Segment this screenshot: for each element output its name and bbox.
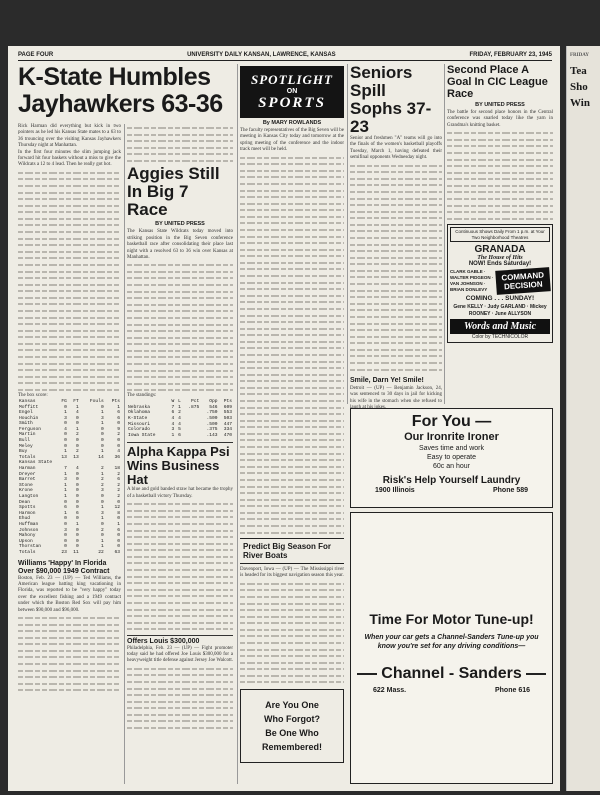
box-row-cell: 1 [100, 471, 104, 477]
box-row-cell: 3 [100, 415, 104, 421]
box-total-row-cell: 14 [98, 454, 104, 460]
box-row-cell: 0 [64, 404, 67, 410]
channel-sanders-phone: Phone 616 [494, 687, 530, 694]
smile-text: Detroit — (UP) — Benjamin Jackson, 24, was sentenced to 30 days in jail for kicking his wife in the stomach when she refused to [350, 385, 442, 404]
box-row-cell: Langton [19, 494, 39, 499]
box-row-cell: 0 [76, 443, 79, 449]
box-row-cell: 0 [100, 533, 104, 539]
box-row-cell: 3 [64, 415, 67, 421]
box-row-cell: Johnson [19, 527, 39, 533]
river-lede: Davenport, Iowa — (UP) — The Mississippi river is headed for its biggest navigation season this year. [240, 566, 344, 579]
box-row-cell: 0 [76, 494, 79, 499]
box-row-cell: 4 [64, 426, 67, 432]
standings-row-cell: 447 [223, 421, 232, 427]
standings-row-cell: Missouri [128, 421, 151, 427]
standings-row-cell: .500 [206, 421, 218, 427]
box-row-cell: 0 [100, 426, 104, 432]
ironer-ad-line2: Our Ironrite Ironer [404, 431, 499, 443]
box-row-cell: Mahony [19, 533, 36, 539]
box-row-cell: 0 [76, 499, 79, 505]
box-row-cell: 1 [117, 404, 120, 410]
box-total-row-cell: 63 [114, 549, 120, 555]
box-row-cell: 1 [64, 482, 67, 488]
spotlight-word: SPOTLIGHT [251, 72, 333, 87]
box-row-cell: 0 [64, 544, 67, 550]
box-row-cell: 0 [76, 505, 79, 511]
smile-headline: Smile, Darn Ye! Smile! [350, 376, 424, 384]
granada-theater-ad [447, 224, 553, 343]
box-row-cell: 0 [100, 438, 104, 444]
folio-left: PAGE FOUR [18, 52, 54, 58]
aggies-lede: The Kansas State Wildcats today moved into striking position in the Big Seven conference basketball race after consolidating their place last night with a resolved 63 to 36 win over Kansas at Manhattan. [127, 229, 233, 260]
box-row-cell: Harman [19, 466, 36, 472]
standings-row-cell: .375 [206, 427, 218, 433]
cic-lede: The battle for second place honors in the Central conference was snarled today like the yarn in Grandma's knitting basket. [447, 110, 553, 128]
sports-word: SPORTS [258, 95, 326, 111]
adjacent-headline-word-1: Tea [570, 65, 587, 77]
theater-tagline: The House of Hits [477, 255, 523, 262]
box-row-cell: 18 [114, 466, 120, 472]
akp-lede: A blue and gold banded straw hat became the trophy of a basketball victory Thursday. [127, 487, 233, 499]
column-5 [447, 64, 553, 404]
page-folio [18, 52, 552, 61]
remember-ad [240, 689, 344, 763]
lead-story-p2: In the first four minutes the slim jumping jack forward hit four baskets without a miss to give the Wildcats a 12 to 4 lead. Then he really got hot. [18, 149, 121, 168]
standings-row-cell: 7 [171, 404, 175, 410]
column-4 [350, 64, 442, 404]
box-row-cell: 0 [117, 544, 120, 550]
box-row-cell: Barret [19, 477, 36, 483]
coming-title: Words and Music [450, 319, 550, 334]
box-row-cell: 0 [100, 432, 104, 438]
box-row-cell: 0 [76, 421, 79, 427]
box-row-cell: 2 [117, 482, 120, 488]
box-row-cell: Smith [19, 421, 33, 427]
box-row-cell: 12 [114, 505, 120, 511]
adjacent-page-folio: FRIDAY [570, 53, 589, 58]
col-pts: Pts [111, 398, 120, 404]
team1-name: Kansas [19, 398, 36, 404]
box-row-cell: 0 [64, 499, 67, 505]
standings-row-cell: 546 [209, 404, 218, 410]
ironer-ad-line1: For You — [411, 413, 492, 430]
box-row-cell: 1 [100, 449, 104, 455]
lead-headline: K-State Humbles Jayhawkers 63-36 [18, 63, 223, 118]
box-row-cell: 0 [117, 538, 120, 544]
box-row-cell: 3 [64, 477, 67, 483]
theater-notice: Continuous Shows Daily From 1 p.m. at Your Two Neighborhood Theatres [450, 227, 550, 242]
box-row-cell: 2 [117, 471, 120, 477]
col-fg: FG [61, 398, 67, 404]
standings-row-cell: 4 [178, 421, 181, 427]
box-row-cell: 0 [76, 438, 79, 444]
standings-row-cell: .750 [206, 410, 218, 416]
lead-story-lede: Rick Harman did everything but kick in two pointers as he led his Kansas State mates to a 63 to 36 trouncing over the visiting Kansas Jayhawkers Thursday night at Manhattan. [18, 124, 121, 149]
box-row-cell: 1 [64, 510, 67, 516]
box-row-cell: 1 [76, 404, 79, 410]
theater-now-showing: NOW! Ends Saturday! [468, 261, 532, 268]
box-row-cell: 1 [100, 505, 104, 511]
box-row-cell: 1 [64, 410, 67, 416]
box-total-row-cell: 22 [98, 549, 104, 555]
box-total-row-cell: 23 [61, 549, 67, 555]
standings-row-cell: Colorado [128, 427, 151, 433]
box-row-cell: 0 [100, 443, 104, 449]
box-row-cell: Huffman [19, 521, 39, 527]
box-row-cell: Martin [19, 432, 36, 438]
adjacent-page-edge [566, 46, 600, 791]
tuneup-headline: Time For Motor Tune-up! [369, 611, 534, 627]
column-2 [127, 124, 233, 784]
box-row-cell: 0 [100, 494, 104, 499]
standings-row-cell: 2 [178, 410, 181, 416]
box-total-row-cell: 36 [114, 454, 120, 460]
box-row-cell: 1 [100, 544, 104, 550]
box-row-cell: Engel [19, 410, 33, 416]
col-l: L [178, 399, 181, 405]
box-row-cell: 4 [76, 410, 79, 416]
box-row-cell: 6 [64, 505, 67, 511]
box-total-row-cell: 13 [73, 454, 79, 460]
box-score-team2-rows [18, 466, 121, 550]
box-total-row-cell: 11 [73, 549, 79, 555]
ironer-ad-line4: Easy to operate [426, 454, 477, 461]
feature-cast: CLARK GABLE · WALTER PIDGEON · VAN JOHNSON · BRIAN DONLEVY [450, 269, 494, 293]
box-row-cell: Harmon [19, 510, 36, 516]
box-row-cell: 0 [117, 499, 120, 505]
standings-row-cell: 4 [171, 421, 175, 427]
standings-table [127, 399, 233, 438]
box-row-cell: 0 [76, 471, 79, 477]
box-total-row-cell: 13 [61, 454, 67, 460]
box-row-cell: 3 [100, 510, 104, 516]
standings-row-cell: 3 [171, 427, 175, 433]
box-row-cell: Buy [19, 449, 28, 455]
box-row-cell: 0 [76, 516, 79, 522]
standings-row-cell: .500 [206, 416, 218, 422]
standings-row-cell: 1 [178, 404, 181, 410]
box-row-cell: 2 [100, 527, 104, 533]
box-row-cell: 0 [76, 415, 79, 421]
box-row-cell: 2 [117, 432, 120, 438]
remember-ad-line3: Be One Who [265, 727, 319, 738]
seniors-lede: Senior and freshmen "A" teams will go into the finals of the women's basketball playoffs Tuesday, March 1, having defeated their semifinal opponents Wednesday night. [350, 136, 442, 161]
adjacent-headline-word-2: Sho [570, 81, 588, 93]
box-score-title: The box score: [18, 392, 48, 398]
box-score-team1-rows [18, 405, 121, 455]
box-row-cell: 2 [100, 482, 104, 488]
column-1 [18, 124, 121, 784]
remember-ad-line4: Remembered! [261, 741, 323, 752]
box-row-cell: 0 [100, 499, 104, 505]
coming-sunday: COMING . . . SUNDAY! [465, 295, 535, 303]
col-pts: Pts [223, 399, 232, 405]
folio-right: FRIDAY, FEBRUARY 23, 1945 [469, 52, 552, 58]
box-row-cell: 0 [76, 527, 79, 533]
box-row-cell: 0 [76, 477, 79, 483]
box-row-cell: Krone [19, 488, 33, 494]
col-ft: FT [73, 398, 79, 404]
feature-title: COMMAND DECISION [495, 267, 551, 295]
laundry-name: Risk's Help Yourself Laundry [382, 475, 521, 486]
box-row-cell: 1 [100, 410, 104, 416]
box-row-cell: 1 [100, 516, 104, 522]
standings-row-cell: 5 [178, 427, 181, 433]
box-row-cell: 2 [117, 494, 120, 499]
col-pct: Pct [190, 399, 200, 405]
box-row-cell: Spotts [19, 505, 36, 511]
box-row-cell: 1 [100, 421, 104, 427]
box-row-cell: 2 [100, 477, 104, 483]
ironer-ad-line5: 60c an hour [433, 463, 470, 470]
standings-row-cell: 334 [223, 427, 232, 433]
ironrite-laundry-ad [350, 408, 553, 508]
box-row-cell: 0 [100, 404, 104, 410]
cic-byline: BY UNITED PRESS [475, 102, 525, 108]
box-row-cell: 9 [117, 426, 120, 432]
standings-row [127, 433, 233, 439]
standings-rows [127, 405, 233, 439]
box-score-table [18, 399, 121, 556]
box-row-cell: 0 [64, 432, 67, 438]
standings-row [127, 416, 233, 422]
box-row-cell: Meley [19, 443, 33, 449]
box-row-cell: 1 [100, 538, 104, 544]
remember-ad-line1: Are You One [265, 699, 319, 710]
standings-row-cell: Iowa State [128, 432, 156, 438]
box-row-cell: 0 [64, 533, 67, 539]
box-row-cell: 6 [76, 510, 79, 516]
theater-name: GRANADA [474, 244, 526, 256]
box-row-cell: 0 [76, 482, 79, 488]
box-row-cell: 0 [64, 438, 67, 444]
channel-sanders-ad [350, 512, 553, 784]
standings-row-cell: 553 [223, 410, 232, 416]
spotlight-on-sports-logo [240, 66, 344, 118]
box-row-cell: 0 [64, 521, 67, 527]
box-row-cell: Bull [19, 438, 31, 444]
laundry-phone: Phone 589 [492, 487, 528, 494]
tuneup-copy: When your car gets a Channel-Sanders Tune-up you know you're set for any driving conditions— [364, 634, 539, 650]
standings-row-cell: 4 [178, 416, 181, 422]
box-row-cell: Moffitt [19, 404, 39, 410]
standings-row-cell: 609 [223, 404, 232, 410]
river-boats-story [240, 538, 344, 564]
standings-row-cell: .875 [188, 404, 200, 410]
standings-row-cell: 6 [178, 432, 181, 438]
column-3 [240, 64, 344, 784]
standings-row-cell: 503 [223, 416, 232, 422]
box-row-cell: Stone [19, 482, 33, 488]
box-row-cell: 0 [76, 488, 79, 494]
standings-row-cell: 4 [171, 416, 175, 422]
box-row-cell: 0 [76, 533, 79, 539]
standings-row-cell: .143 [206, 432, 218, 438]
newspaper-page [8, 46, 560, 791]
box-row-cell: 0 [64, 421, 67, 427]
channel-sanders-name: Channel - Sanders [381, 665, 522, 682]
box-row-cell: 0 [117, 443, 120, 449]
standings-row-cell: 1 [171, 432, 175, 438]
standings-row-cell: K-State [128, 416, 148, 422]
box-row-cell: Dean [19, 499, 31, 505]
aggies-headline: Aggies Still In Big 7 Race [127, 164, 220, 220]
box-row-cell: 0 [100, 521, 104, 527]
box-row-cell: 0 [76, 538, 79, 544]
col-fouls: Fouls [89, 398, 104, 404]
akp-headline: Alpha Kappa Psi Wins Business Hat [127, 444, 230, 488]
box-row-cell: 3 [100, 488, 104, 494]
box-row-cell: 2 [117, 488, 120, 494]
box-row-cell: 6 [117, 410, 120, 416]
box-row-cell: 1 [117, 521, 120, 527]
williams-headline: Williams 'Happy' In Florida Over $90,000 1949 Contract [18, 559, 110, 575]
standings-row-cell [182, 433, 200, 439]
coming-cast: Gene KELLY · Judy GARLAND · Mickey ROONEY · June ALLYSON [453, 304, 547, 317]
box-row-cell: 0 [117, 516, 120, 522]
box-row-cell: 1 [64, 471, 67, 477]
lead-story-headline-block [18, 64, 228, 118]
box-row-cell: 2 [76, 432, 79, 438]
col-w: W [171, 399, 175, 405]
box-total-row-cell: Totals [19, 454, 36, 460]
standings-row-cell: 6 [171, 410, 175, 416]
box-row-cell: Houchin [19, 415, 39, 421]
box-row-cell: 0 [117, 533, 120, 539]
box-row-cell: 2 [76, 449, 79, 455]
laundry-address: 1900 Illinois [375, 487, 415, 494]
box-row-cell: 0 [76, 544, 79, 550]
box-total-row [18, 550, 121, 556]
cic-headline: Second Place A Goal In CIC League Race [447, 64, 548, 100]
on-word: ON [286, 88, 298, 95]
box-row-cell: 0 [64, 516, 67, 522]
box-row-cell: 7 [64, 466, 67, 472]
seniors-headline: Seniors Spill Sophs 37-23 [350, 63, 432, 136]
remember-ad-line2: Who Forgot? [264, 713, 320, 724]
box-row-cell: 4 [76, 466, 79, 472]
aggies-byline: BY UNITED PRESS [155, 221, 205, 228]
box-row-cell: 3 [64, 527, 67, 533]
spotlight-byline: By MARY ROWLANDS [262, 120, 322, 126]
box-total-row-cell: Totals [19, 549, 36, 555]
channel-sanders-address: 622 Mass. [373, 687, 407, 694]
ironer-ad-line3: Saves time and work [419, 445, 484, 452]
box-row-cell: 4 [117, 449, 120, 455]
box-row-cell: 0 [117, 438, 120, 444]
technicolor-note: Color by TECHNICOLOR [471, 334, 529, 341]
standings-row-cell: 470 [223, 432, 232, 438]
col-opp: Opp [209, 399, 218, 405]
williams-lede: Boston, Feb. 23 — (UP) — Ted Williams, the American league batting king vacationing in Florida, was reported to be "very happy" today over the excellent fishing and a 1949 contract under which the Boston Red Sox will pay him between $90,000 and $96,000. [18, 575, 121, 613]
box-row-cell: 1 [76, 426, 79, 432]
box-row-cell: 0 [64, 538, 67, 544]
louis-headline: Offers Louis $300,000 [127, 637, 200, 645]
box-score-team2-total [18, 550, 121, 556]
box-row-cell: 1 [64, 449, 67, 455]
box-row-cell: Ferguson [19, 426, 42, 432]
box-row-cell: Ehud [19, 516, 31, 522]
river-headline: Predict Big Season For River Boats [243, 541, 332, 560]
box-row-cell: 1 [76, 521, 79, 527]
box-row-cell: Thorstan [19, 544, 42, 550]
box-row-cell: Upson [19, 538, 33, 544]
box-row-cell: Dreyer [19, 471, 36, 477]
team2-name: Kansas State [19, 460, 53, 466]
box-row-cell: 1 [64, 488, 67, 494]
standings-title: The standings: [127, 392, 157, 398]
louis-lede: Philadelphia, Feb. 23 — (UP) — Fight promoter today said he had offered Joe Louis $300,000 for a heavyweight title defense against Jersey Joe Walcott. [127, 645, 233, 664]
box-row-cell: 8 [117, 510, 120, 516]
adjacent-headline-word-3: Win [570, 97, 590, 109]
box-row-cell: 1 [64, 494, 67, 499]
folio-center: UNIVERSITY DAILY KANSAN, LAWRENCE, KANSAS [187, 52, 336, 58]
box-row-cell: 6 [117, 415, 120, 421]
box-row-cell: 6 [117, 527, 120, 533]
spotlight-lede: The faculty representatives of the Big Seven will be meeting in Kansas City today and tomorrow at the spring meeting of the conference and the indoor track meet will be held. [240, 128, 344, 153]
box-row-cell: 0 [117, 421, 120, 427]
standings-row-cell: Nebraska [128, 404, 151, 410]
box-row-cell: 0 [64, 443, 67, 449]
box-row-cell: 2 [100, 466, 104, 472]
box-row-cell: 6 [117, 477, 120, 483]
standings-row-cell: Oklahoma [128, 410, 151, 416]
